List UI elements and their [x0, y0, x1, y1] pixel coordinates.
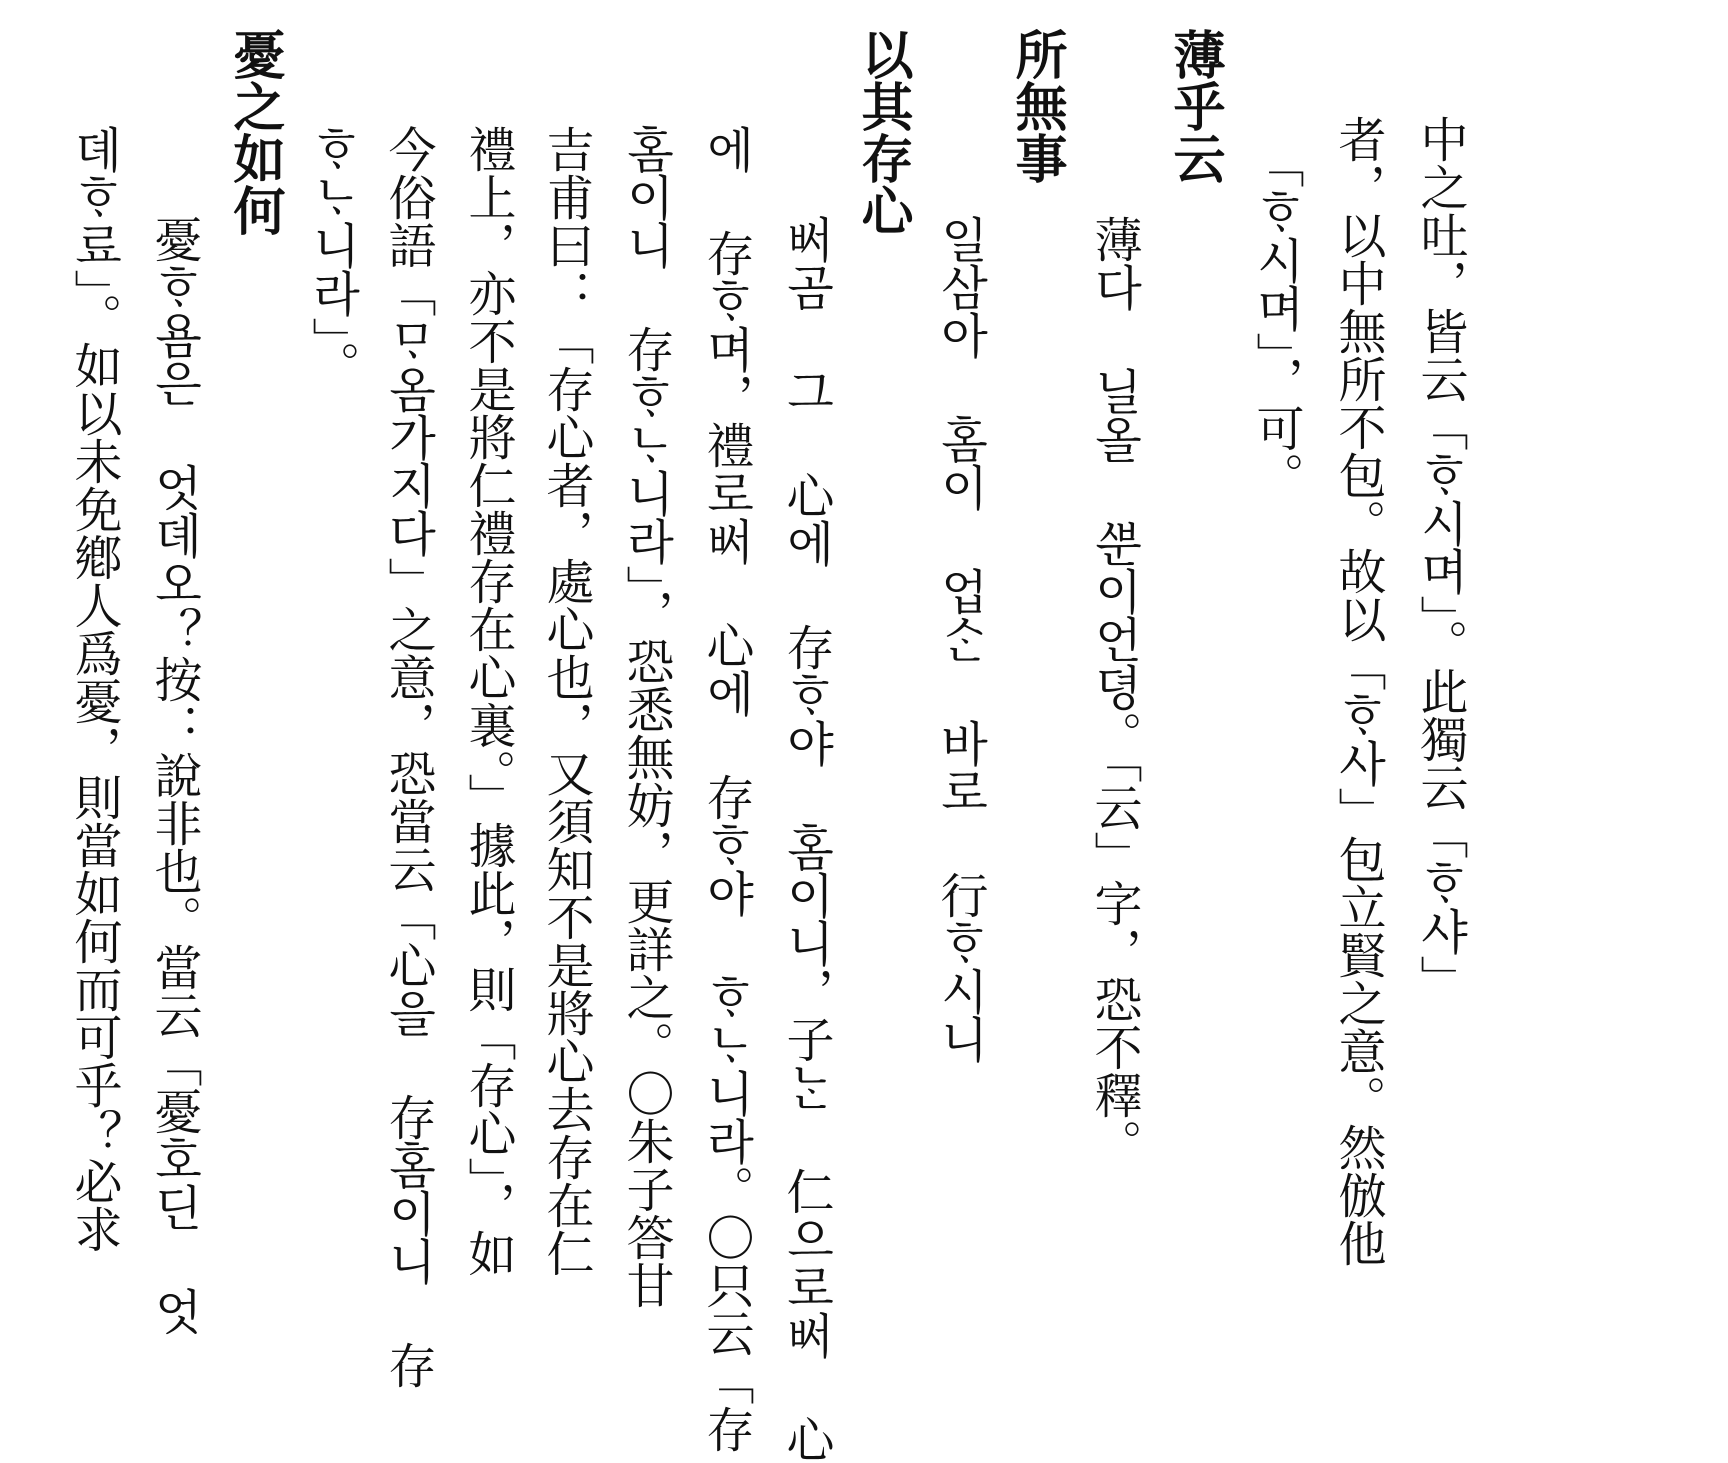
commentary-column: 에 存ᄒᆞ며，禮로ᄡᅥ 心에 存ᄒᆞ야 ᄒᆞᄂᆞ니라。〇只云「存	[698, 125, 754, 1453]
commentary-column: 홈이니 存ᄒᆞᄂᆞ니라」，恐悉無妨，更詳之。〇朱子答甘	[618, 125, 674, 1309]
commentary-column: 憂ᄒᆞ욤은 엇뎨오？按：說非也。當云「憂호딘 엇	[146, 215, 202, 1335]
commentary-column: 薄다 닐올 ᄲᅮᆫ이언뎡。「云」字，恐不釋。	[1086, 215, 1142, 1167]
headword-column: 所無事	[1006, 28, 1066, 184]
commentary-column: 中之吐，皆云「ᄒᆞ시며」。此獨云「ᄒᆞ샤」	[1412, 115, 1468, 1003]
commentary-column: 뎨ᄒᆞ료」。如以未免鄕人爲憂，則當如何而可乎？必求	[66, 125, 122, 1253]
commentary-column: ᄒᆞᄂᆞ니라」。	[304, 125, 360, 389]
commentary-column: 禮上，亦不是將仁禮存在心裏。」據此，則「存心」，如	[460, 125, 516, 1277]
commentary-column: 일삼아 홈이 업ᄉᆞᆫ 바로 行ᄒᆞ시니	[932, 215, 988, 1063]
headword-column: 憂之如何	[224, 28, 284, 236]
commentary-column: ᄡᅥ곰 그 心에 存ᄒᆞ야 홈이니，子ᄂᆞᆫ 仁으로ᄡᅥ 心	[778, 215, 834, 1463]
commentary-column: 者，以中無所不包。故以「ᄒᆞ사」包立賢之意。然倣他	[1330, 115, 1386, 1267]
commentary-column: 吉甫曰：「存心者，處心也，又須知不是將心去存在仁	[538, 125, 594, 1277]
headword-column: 以其存心	[852, 28, 912, 236]
commentary-column: 今俗語「ᄆᆞ옴가지다」之意，恐當云「心을 存홈이니 存	[380, 125, 436, 1389]
commentary-column: 「ᄒᆞ시며」，可。	[1248, 140, 1304, 500]
headword-column: 薄乎云	[1164, 28, 1224, 184]
